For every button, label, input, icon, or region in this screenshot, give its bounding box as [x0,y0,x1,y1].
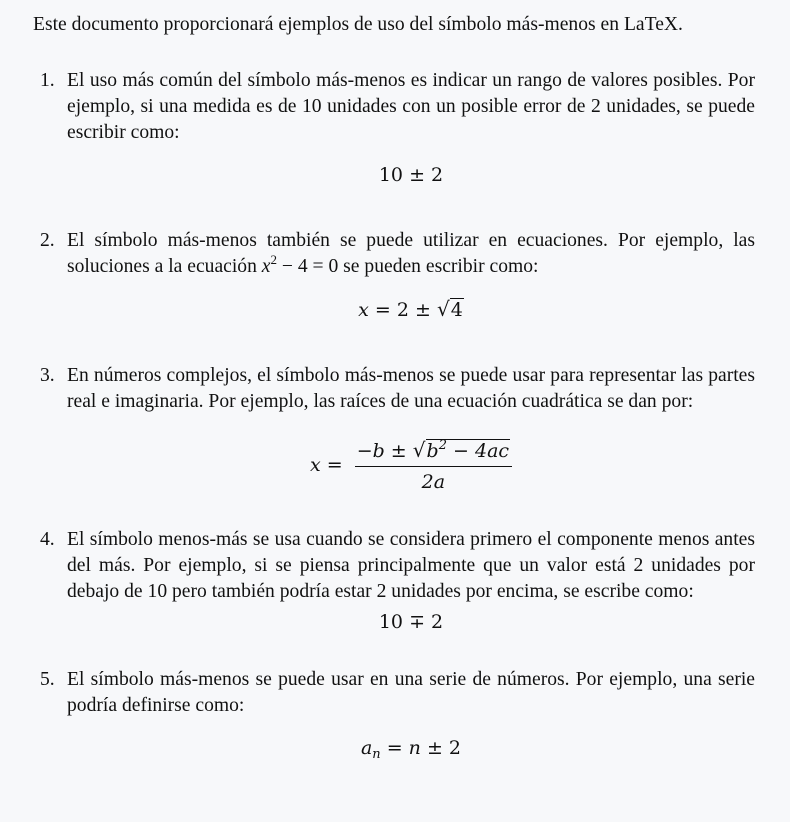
fraction [355,437,512,495]
list-item-1 [3,68,755,188]
equation-plus-minus [3,162,755,188]
eq-var: x [309,454,321,476]
plus-minus-symbol: ± [409,164,425,186]
list-item-4 [3,527,755,635]
radical-sign: √ [412,438,426,462]
radicand [426,439,511,462]
eq-left: 10 [378,164,404,186]
equation-series [3,735,755,761]
eq-left: 10 [378,611,404,633]
eq-right: 2 [431,164,444,186]
eq-right: 2 [431,611,444,633]
eq-var: a [360,737,373,759]
text-after: se pueden escribir como: [338,256,539,277]
intro-paragraph: Este documento proporcionará ejemplos de uso del símbolo más-menos en LaTeX. [33,14,683,35]
item-text [67,228,755,280]
eq-subscript: n [372,747,381,762]
radicand-exponent: 2 [438,438,447,453]
eq-rest: ± 2 [420,737,462,759]
item-number: 5. [40,669,55,690]
list-item-2 [3,228,755,323]
radical-sign: √ [436,297,450,321]
equation-minus-plus [3,609,755,635]
numerator-start: −b ± [356,440,413,462]
radicand-rest: − 4ac [446,440,510,462]
item-number: 1. [40,70,55,91]
text-before: El símbolo más-menos también se puede utilizar en ecuaciones. Por ejemplo, las soluciones a la ecuación [67,230,755,277]
item-text: El símbolo más-menos se puede usar en una serie de números. Por ejemplo, una serie podría definirse como: [67,669,755,716]
eq-equals: = [380,737,409,759]
square-root [437,296,464,323]
item-text: En números complejos, el símbolo más-menos se puede usar para representar las partes real e imaginaria. Por ejemplo, las raíces de una ecuación cuadrática se dan por: [67,365,755,412]
item-number: 2. [40,230,55,251]
minus-plus-symbol: ∓ [409,611,425,633]
equation-quadratic-formula [3,437,755,495]
equation-sqrt [3,296,755,323]
inline-var: x [261,256,271,277]
inline-exponent: 2 [270,252,277,267]
item-text: El símbolo menos-más se usa cuando se considera primero el componente menos antes del más. Por ejemplo, si se piensa principalmente que un valor está 2 unidades por debajo de 10 pero también podría estar 2 unidades por encima, se escribe como: [67,529,755,602]
eq-equals: = [320,454,343,476]
radicand: 4 [450,299,463,321]
inline-rest: − 4 = 0 [276,256,339,277]
eq-middle: = 2 ± [368,299,437,321]
item-number: 3. [40,365,55,386]
numerator [355,437,512,466]
square-root [413,437,510,464]
examples-list [3,68,755,761]
item-number: 4. [40,529,55,550]
eq-var2: n [408,737,421,759]
item-text: El uso más común del símbolo más-menos es indicar un rango de valores posibles. Por ejemplo, si una medida es de 10 unidades con un posible error de 2 unidades, se puede escribir como: [67,70,755,143]
list-item-3 [3,363,755,495]
list-item-5 [3,667,755,761]
eq-var: x [358,299,369,321]
radicand-base: b [426,440,439,462]
denominator: 2a [421,471,446,493]
